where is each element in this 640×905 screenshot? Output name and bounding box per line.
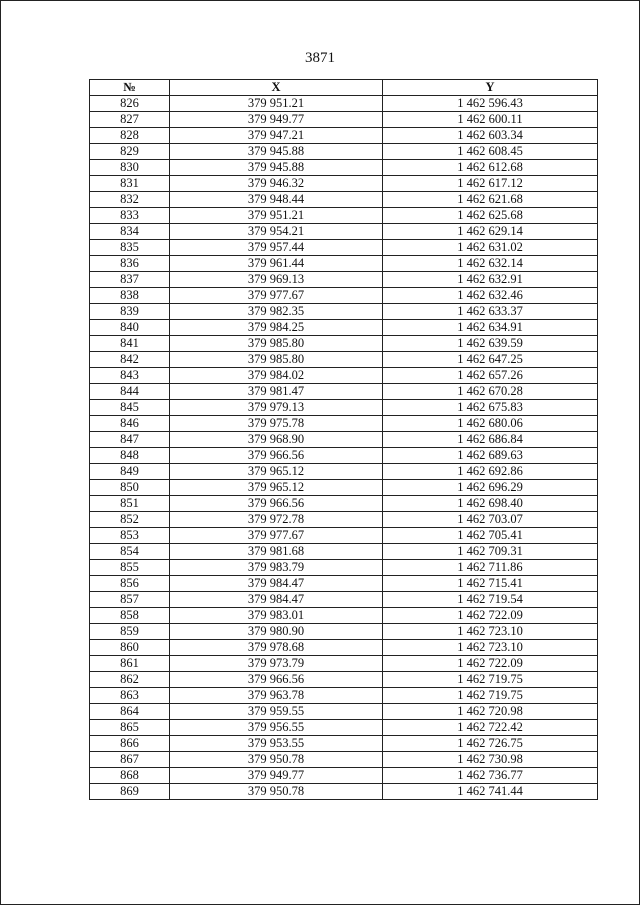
table-row: [90, 416, 598, 432]
point-number-cell: 841: [90, 336, 170, 352]
table-row: [90, 496, 598, 512]
point-number-cell: 828: [90, 128, 170, 144]
coordinates-table: [89, 79, 598, 800]
table-row: [90, 464, 598, 480]
point-number-cell: 856: [90, 576, 170, 592]
y-coordinate-cell: 1 462 711.86: [383, 560, 598, 576]
column-header-y: Y: [383, 80, 598, 96]
x-coordinate-cell: 379 984.02: [170, 368, 383, 384]
y-coordinate-cell: 1 462 722.09: [383, 656, 598, 672]
point-number-cell: 850: [90, 480, 170, 496]
y-coordinate-cell: 1 462 617.12: [383, 176, 598, 192]
point-number-cell: 864: [90, 704, 170, 720]
point-number-cell: 848: [90, 448, 170, 464]
x-coordinate-cell: 379 981.47: [170, 384, 383, 400]
table-row: [90, 624, 598, 640]
x-coordinate-cell: 379 966.56: [170, 496, 383, 512]
point-number-cell: 844: [90, 384, 170, 400]
x-coordinate-cell: 379 966.56: [170, 672, 383, 688]
x-coordinate-cell: 379 983.79: [170, 560, 383, 576]
y-coordinate-cell: 1 462 634.91: [383, 320, 598, 336]
y-coordinate-cell: 1 462 633.37: [383, 304, 598, 320]
x-coordinate-cell: 379 973.79: [170, 656, 383, 672]
point-number-cell: 831: [90, 176, 170, 192]
point-number-cell: 854: [90, 544, 170, 560]
table-row: [90, 528, 598, 544]
table-row: [90, 160, 598, 176]
y-coordinate-cell: 1 462 741.44: [383, 784, 598, 800]
point-number-cell: 853: [90, 528, 170, 544]
y-coordinate-cell: 1 462 689.63: [383, 448, 598, 464]
point-number-cell: 827: [90, 112, 170, 128]
point-number-cell: 826: [90, 96, 170, 112]
point-number-cell: 849: [90, 464, 170, 480]
table-row: [90, 256, 598, 272]
y-coordinate-cell: 1 462 703.07: [383, 512, 598, 528]
point-number-cell: 867: [90, 752, 170, 768]
x-coordinate-cell: 379 951.21: [170, 96, 383, 112]
table-row: [90, 112, 598, 128]
x-coordinate-cell: 379 945.88: [170, 160, 383, 176]
table-row: [90, 352, 598, 368]
point-number-cell: 836: [90, 256, 170, 272]
x-coordinate-cell: 379 984.25: [170, 320, 383, 336]
x-coordinate-cell: 379 985.80: [170, 336, 383, 352]
y-coordinate-cell: 1 462 603.34: [383, 128, 598, 144]
table-row: [90, 560, 598, 576]
point-number-cell: 869: [90, 784, 170, 800]
table-row: [90, 128, 598, 144]
x-coordinate-cell: 379 978.68: [170, 640, 383, 656]
y-coordinate-cell: 1 462 612.68: [383, 160, 598, 176]
x-coordinate-cell: 379 965.12: [170, 464, 383, 480]
table-row: [90, 304, 598, 320]
point-number-cell: 839: [90, 304, 170, 320]
y-coordinate-cell: 1 462 680.06: [383, 416, 598, 432]
point-number-cell: 845: [90, 400, 170, 416]
point-number-cell: 866: [90, 736, 170, 752]
x-coordinate-cell: 379 945.88: [170, 144, 383, 160]
table-row: [90, 608, 598, 624]
x-coordinate-cell: 379 983.01: [170, 608, 383, 624]
table-row: [90, 720, 598, 736]
table-row: [90, 208, 598, 224]
y-coordinate-cell: 1 462 675.83: [383, 400, 598, 416]
table-row: [90, 768, 598, 784]
point-number-cell: 858: [90, 608, 170, 624]
y-coordinate-cell: 1 462 608.45: [383, 144, 598, 160]
y-coordinate-cell: 1 462 730.98: [383, 752, 598, 768]
x-coordinate-cell: 379 949.77: [170, 768, 383, 784]
column-header-x: X: [170, 80, 383, 96]
page-number: 3871: [305, 50, 335, 66]
x-coordinate-cell: 379 977.67: [170, 288, 383, 304]
table-row: [90, 272, 598, 288]
table-body: [90, 96, 598, 800]
y-coordinate-cell: 1 462 625.68: [383, 208, 598, 224]
point-number-cell: 862: [90, 672, 170, 688]
table-row: [90, 144, 598, 160]
y-coordinate-cell: 1 462 629.14: [383, 224, 598, 240]
y-coordinate-cell: 1 462 723.10: [383, 640, 598, 656]
x-coordinate-cell: 379 956.55: [170, 720, 383, 736]
table-row: [90, 400, 598, 416]
x-coordinate-cell: 379 985.80: [170, 352, 383, 368]
point-number-cell: 865: [90, 720, 170, 736]
y-coordinate-cell: 1 462 632.14: [383, 256, 598, 272]
table-row: [90, 432, 598, 448]
point-number-cell: 832: [90, 192, 170, 208]
x-coordinate-cell: 379 984.47: [170, 576, 383, 592]
table-row: [90, 672, 598, 688]
x-coordinate-cell: 379 965.12: [170, 480, 383, 496]
point-number-cell: 863: [90, 688, 170, 704]
y-coordinate-cell: 1 462 639.59: [383, 336, 598, 352]
table-row: [90, 336, 598, 352]
x-coordinate-cell: 379 969.13: [170, 272, 383, 288]
y-coordinate-cell: 1 462 632.46: [383, 288, 598, 304]
point-number-cell: 833: [90, 208, 170, 224]
y-coordinate-cell: 1 462 621.68: [383, 192, 598, 208]
y-coordinate-cell: 1 462 686.84: [383, 432, 598, 448]
x-coordinate-cell: 379 977.67: [170, 528, 383, 544]
table-row: [90, 320, 598, 336]
table-row: [90, 288, 598, 304]
y-coordinate-cell: 1 462 596.43: [383, 96, 598, 112]
table-row: [90, 576, 598, 592]
point-number-cell: 868: [90, 768, 170, 784]
x-coordinate-cell: 379 966.56: [170, 448, 383, 464]
point-number-cell: 851: [90, 496, 170, 512]
x-coordinate-cell: 379 951.21: [170, 208, 383, 224]
point-number-cell: 861: [90, 656, 170, 672]
x-coordinate-cell: 379 950.78: [170, 784, 383, 800]
x-coordinate-cell: 379 949.77: [170, 112, 383, 128]
column-header-number: №: [90, 80, 170, 96]
x-coordinate-cell: 379 947.21: [170, 128, 383, 144]
table-row: [90, 480, 598, 496]
x-coordinate-cell: 379 961.44: [170, 256, 383, 272]
table-row: [90, 784, 598, 800]
table-row: [90, 192, 598, 208]
table-row: [90, 640, 598, 656]
y-coordinate-cell: 1 462 726.75: [383, 736, 598, 752]
table-row: [90, 656, 598, 672]
point-number-cell: 834: [90, 224, 170, 240]
x-coordinate-cell: 379 975.78: [170, 416, 383, 432]
table-row: [90, 736, 598, 752]
x-coordinate-cell: 379 963.78: [170, 688, 383, 704]
y-coordinate-cell: 1 462 696.29: [383, 480, 598, 496]
table-row: [90, 592, 598, 608]
table-row: [90, 688, 598, 704]
point-number-cell: 840: [90, 320, 170, 336]
y-coordinate-cell: 1 462 631.02: [383, 240, 598, 256]
x-coordinate-cell: 379 946.32: [170, 176, 383, 192]
y-coordinate-cell: 1 462 723.10: [383, 624, 598, 640]
x-coordinate-cell: 379 950.78: [170, 752, 383, 768]
y-coordinate-cell: 1 462 715.41: [383, 576, 598, 592]
point-number-cell: 846: [90, 416, 170, 432]
x-coordinate-cell: 379 984.47: [170, 592, 383, 608]
x-coordinate-cell: 379 959.55: [170, 704, 383, 720]
point-number-cell: 843: [90, 368, 170, 384]
table-row: [90, 704, 598, 720]
table-row: [90, 448, 598, 464]
y-coordinate-cell: 1 462 719.75: [383, 672, 598, 688]
table-row: [90, 512, 598, 528]
y-coordinate-cell: 1 462 657.26: [383, 368, 598, 384]
y-coordinate-cell: 1 462 709.31: [383, 544, 598, 560]
y-coordinate-cell: 1 462 720.98: [383, 704, 598, 720]
x-coordinate-cell: 379 980.90: [170, 624, 383, 640]
y-coordinate-cell: 1 462 722.09: [383, 608, 598, 624]
point-number-cell: 842: [90, 352, 170, 368]
x-coordinate-cell: 379 954.21: [170, 224, 383, 240]
y-coordinate-cell: 1 462 600.11: [383, 112, 598, 128]
table-header-row: [90, 80, 598, 96]
y-coordinate-cell: 1 462 736.77: [383, 768, 598, 784]
x-coordinate-cell: 379 948.44: [170, 192, 383, 208]
point-number-cell: 855: [90, 560, 170, 576]
table-row: [90, 176, 598, 192]
table-row: [90, 96, 598, 112]
y-coordinate-cell: 1 462 670.28: [383, 384, 598, 400]
point-number-cell: 838: [90, 288, 170, 304]
y-coordinate-cell: 1 462 647.25: [383, 352, 598, 368]
table-row: [90, 752, 598, 768]
x-coordinate-cell: 379 979.13: [170, 400, 383, 416]
point-number-cell: 857: [90, 592, 170, 608]
x-coordinate-cell: 379 957.44: [170, 240, 383, 256]
table-row: [90, 240, 598, 256]
x-coordinate-cell: 379 953.55: [170, 736, 383, 752]
point-number-cell: 837: [90, 272, 170, 288]
point-number-cell: 852: [90, 512, 170, 528]
table-row: [90, 384, 598, 400]
x-coordinate-cell: 379 972.78: [170, 512, 383, 528]
point-number-cell: 830: [90, 160, 170, 176]
point-number-cell: 847: [90, 432, 170, 448]
y-coordinate-cell: 1 462 692.86: [383, 464, 598, 480]
y-coordinate-cell: 1 462 698.40: [383, 496, 598, 512]
point-number-cell: 860: [90, 640, 170, 656]
table-row: [90, 224, 598, 240]
x-coordinate-cell: 379 982.35: [170, 304, 383, 320]
y-coordinate-cell: 1 462 632.91: [383, 272, 598, 288]
point-number-cell: 829: [90, 144, 170, 160]
y-coordinate-cell: 1 462 705.41: [383, 528, 598, 544]
y-coordinate-cell: 1 462 719.54: [383, 592, 598, 608]
y-coordinate-cell: 1 462 719.75: [383, 688, 598, 704]
point-number-cell: 835: [90, 240, 170, 256]
y-coordinate-cell: 1 462 722.42: [383, 720, 598, 736]
table-row: [90, 544, 598, 560]
table-row: [90, 368, 598, 384]
point-number-cell: 859: [90, 624, 170, 640]
x-coordinate-cell: 379 968.90: [170, 432, 383, 448]
x-coordinate-cell: 379 981.68: [170, 544, 383, 560]
